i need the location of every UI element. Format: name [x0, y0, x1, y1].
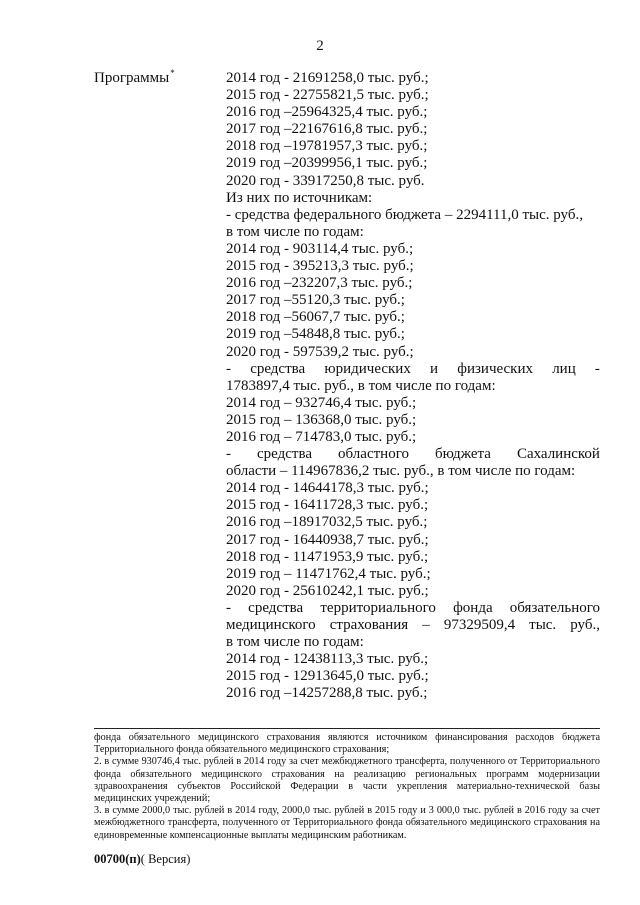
federal-budget-subline: в том числе по годам:: [226, 223, 364, 240]
word: территориального: [320, 599, 436, 616]
word: тыс.: [529, 617, 557, 633]
total-line: 2019 год –20399956,1 тыс. руб.;: [226, 155, 428, 172]
year-line: 2016 год –14257288,8 тыс. руб.;: [226, 685, 428, 702]
section-label-text: Программы: [94, 70, 170, 86]
year-line: 2018 год –56067,7 тыс. руб.;: [226, 309, 405, 326]
word: -: [594, 360, 600, 377]
funding-text: [226, 70, 600, 702]
sources-heading: Из них по источникам:: [226, 189, 373, 206]
document-code: [94, 852, 190, 867]
word: бюджета: [434, 446, 491, 463]
word: и: [430, 360, 439, 377]
footnote: 3. в сумме 2000,0 тыс. рублей в 2014 году, 2000,0 тыс. рублей в 2015 году и 3 000,0 тыс. рублей в 2016 году за счет межбюджетного трансферта, полученного от Территориального фонда обязательного медицинского страхования на единовременные компенсационные выплаты медицинским работникам.: [94, 805, 600, 841]
year-line: 2017 год - 16440938,7 тыс. руб.;: [226, 531, 429, 548]
year-line: 2016 год – 714783,0 тыс. руб.;: [226, 428, 417, 445]
year-line: 2016 год –232207,3 тыс. руб.;: [226, 275, 413, 292]
word: областного: [338, 446, 409, 463]
year-line: 2015 год – 136368,0 тыс. руб.;: [226, 411, 417, 428]
year-line: 2020 год - 597539,2 тыс. руб.;: [226, 343, 414, 360]
regional-budget-block: [226, 446, 600, 600]
footnote: фонда обязательного медицинского страхования являются источником финансирования расходов бюджета Территориального фонда обязательного медицинского страхования;: [94, 732, 600, 756]
page-number: 2: [316, 38, 324, 54]
total-line: 2020 год - 33917250,8 тыс. руб.: [226, 172, 425, 189]
word: обязательного: [509, 599, 600, 616]
footnote: 2. в сумме 930746,4 тыс. рублей в 2014 году за счет межбюджетного трансферта, полученного от Территориального фонда обязательного медицинского страхования на реализацию региональных программ модернизации здравоохранения субъектов Российской Федерации в части укрепления материально-технической базы медицинских учреждений;: [94, 756, 600, 805]
section-label: [94, 70, 175, 87]
regional-budget-line: [226, 446, 600, 463]
word: 97329509,4: [443, 617, 516, 633]
federal-budget-line: - средства федерального бюджета – 2294111,0 тыс. руб.,: [226, 206, 583, 223]
tfoms-line: [226, 617, 600, 634]
word: средства: [248, 599, 304, 616]
word: лиц: [552, 360, 576, 377]
year-line: 2014 год - 903114,4 тыс. руб.;: [226, 240, 414, 257]
legal-entities-subline: 1783897,4 тыс. руб., в том числе по годам:: [226, 377, 496, 394]
word: руб.,: [570, 617, 600, 633]
year-line: 2014 год - 12438113,3 тыс. руб.;: [226, 651, 429, 668]
tfoms-line: [226, 600, 600, 617]
year-line: 2019 год –54848,8 тыс. руб.;: [226, 326, 405, 343]
total-line: 2015 год - 22755821,5 тыс. руб.;: [226, 87, 429, 104]
tfoms-block: [226, 600, 600, 703]
legal-entities-line: [226, 361, 600, 378]
word: медицинского: [226, 617, 316, 633]
total-line: 2018 год –19781957,3 тыс. руб.;: [226, 138, 428, 155]
tfoms-subline: в том числе по годам:: [226, 634, 364, 651]
year-line: 2015 год - 16411728,3 тыс. руб.;: [226, 497, 429, 514]
word: фонда: [453, 599, 493, 616]
year-line: 2017 год –55120,3 тыс. руб.;: [226, 292, 405, 309]
footnote-divider: [94, 728, 600, 729]
year-line: 2018 год - 11471953,9 тыс. руб.;: [226, 548, 429, 565]
word: средства: [250, 360, 306, 377]
word: Сахалинской: [516, 446, 600, 463]
year-line: 2014 год – 932746,4 тыс. руб.;: [226, 394, 417, 411]
year-line: 2020 год - 25610242,1 тыс. руб.;: [226, 582, 429, 599]
word: -: [226, 599, 231, 616]
document-code-number: 00700(п): [94, 852, 141, 866]
total-line: 2016 год –25964325,4 тыс. руб.;: [226, 104, 428, 121]
year-line: 2015 год - 12913645,0 тыс. руб.;: [226, 668, 429, 685]
year-line: 2015 год - 395213,3 тыс. руб.;: [226, 258, 414, 275]
document-version: ( Версия): [140, 852, 191, 866]
year-line: 2016 год –18917032,5 тыс. руб.;: [226, 514, 428, 531]
footnote-mark: *: [170, 68, 175, 78]
year-line: 2014 год - 14644178,3 тыс. руб.;: [226, 480, 429, 497]
word: -: [226, 360, 231, 377]
word: юридических: [324, 360, 411, 377]
footnotes: [94, 732, 600, 842]
word: –: [422, 617, 430, 633]
total-line: 2014 год - 21691258,0 тыс. руб.;: [226, 70, 429, 86]
word: -: [226, 446, 231, 463]
federal-budget-block: [226, 207, 600, 361]
word: физических: [457, 360, 533, 377]
legal-entities-block: [226, 361, 600, 446]
year-line: 2019 год – 11471762,4 тыс. руб.;: [226, 565, 431, 582]
totals-list: [226, 70, 600, 190]
word: средства: [257, 446, 313, 463]
word: страхования: [329, 617, 409, 633]
regional-budget-subline: области – 114967836,2 тыс. руб., в том числе по годам:: [226, 463, 576, 480]
total-line: 2017 год –22167616,8 тыс. руб.;: [226, 121, 428, 138]
